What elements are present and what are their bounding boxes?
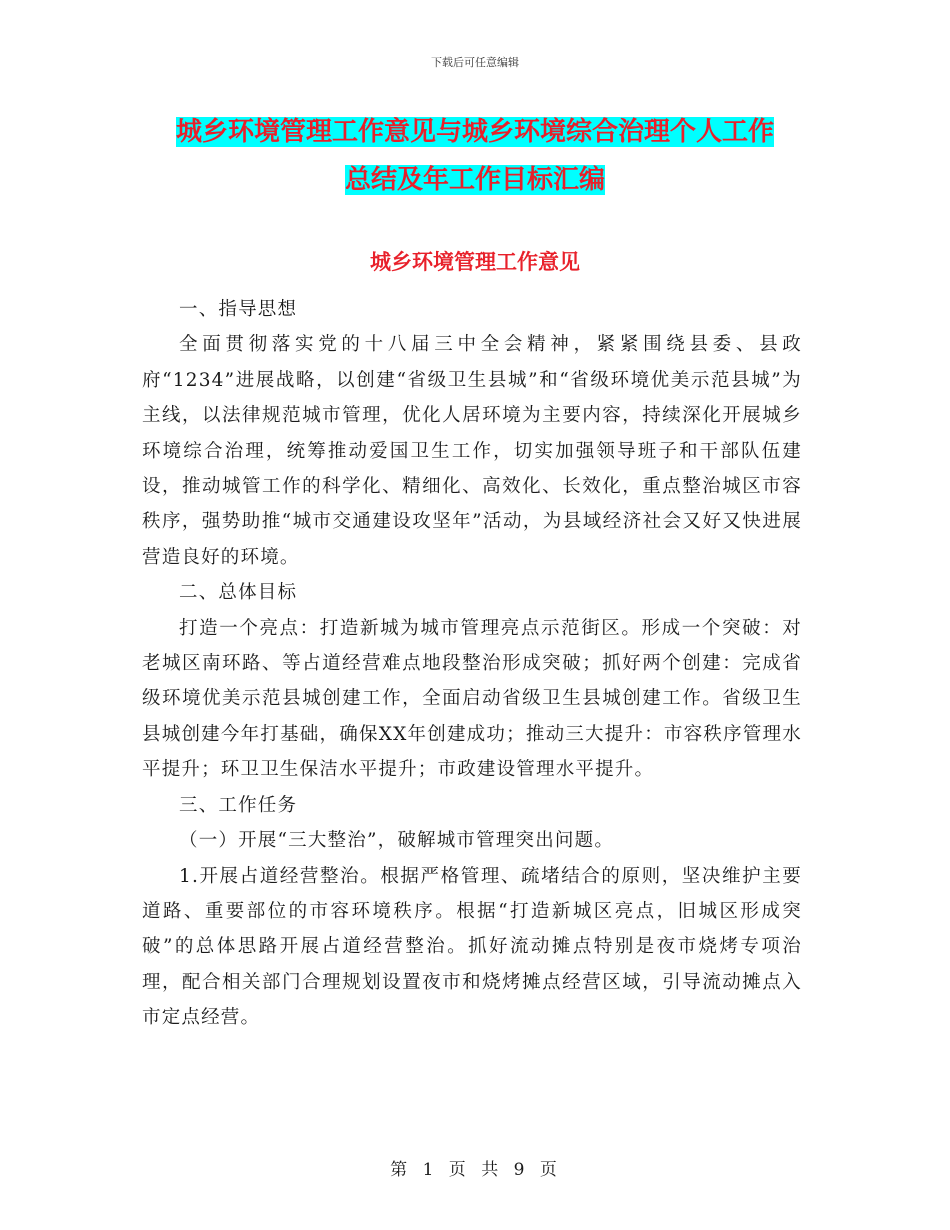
footer-mid: 页 — [448, 1160, 469, 1180]
footer-prefix: 第 — [390, 1160, 411, 1180]
footer-total-prefix: 共 — [481, 1160, 502, 1180]
header-note: 下载后可任意编辑 — [431, 56, 519, 69]
heading-guiding-ideology: 一、指导思想 — [179, 299, 298, 320]
document-title — [142, 108, 808, 204]
footer-current-page: 1 — [422, 1160, 437, 1180]
page-number-footer — [0, 1155, 950, 1180]
footer-suffix: 页 — [539, 1160, 560, 1180]
subheading-three-rectifications: （一）开展“三大整治”，破解城市管理突出问题。 — [179, 830, 615, 852]
paragraph-overall-goals: 打造一个亮点：打造新城为城市管理亮点示范街区。形成一个突破：对老城区南环路、等占道经营难点地段整治形成突破；抓好两个创建：完成省级环境优美示范县城创建工作，全面启动省级卫生县城创建工作。省级卫生县城创建今年打基础，确保XX年创建成功；推动三大提升：市容秩序管理水平提升；环卫卫生保洁水平提升；市政建设管理水平提升。 — [142, 617, 802, 781]
heading-overall-goals: 二、总体目标 — [179, 582, 298, 604]
document-title-line-1: 城乡环境管理工作意见与城乡环境综合治理个人工作 — [175, 117, 774, 147]
footer-total-pages: 9 — [513, 1160, 528, 1180]
paragraph-street-vending-rectification: 1.开展占道经营整治。根据严格管理、疏堵结合的原则，坚决维护主要道路、重要部位的市容环境秩序。根据“打造新城区亮点，旧城区形成突破”的总体思路开展占道经营整治。抓好流动摊点特别是夜市烧烤专项治理，配合相关部门合理规划设置夜市和烧烤摊点经营区域，引导流动摊点入市定点经营。 — [142, 865, 802, 1029]
heading-work-tasks: 三、工作任务 — [179, 794, 298, 816]
document-body — [142, 292, 802, 1036]
paragraph-guiding-ideology: 全面贯彻落实党的十八届三中全会精神，紧紧围绕县委、县政府“1234”进展战略，以创建“省级卫生县城”和“省级环境优美示范县城”为主线，以法律规范城市管理，优化人居环境为主要内容，持续深化开展城乡环境综合治理，统筹推动爱国卫生工作，切实加强领导班子和干部队伍建设，推动城管工作的科学化、精细化、高效化、长效化，重点整治城区市容秩序，强势助推“城市交通建设攻坚年”活动，为县域经济社会又好又快进展营造良好的环境。 — [142, 334, 802, 568]
section-title: 城乡环境管理工作意见 — [370, 250, 580, 274]
document-title-line-2: 总结及年工作目标汇编 — [344, 165, 605, 195]
